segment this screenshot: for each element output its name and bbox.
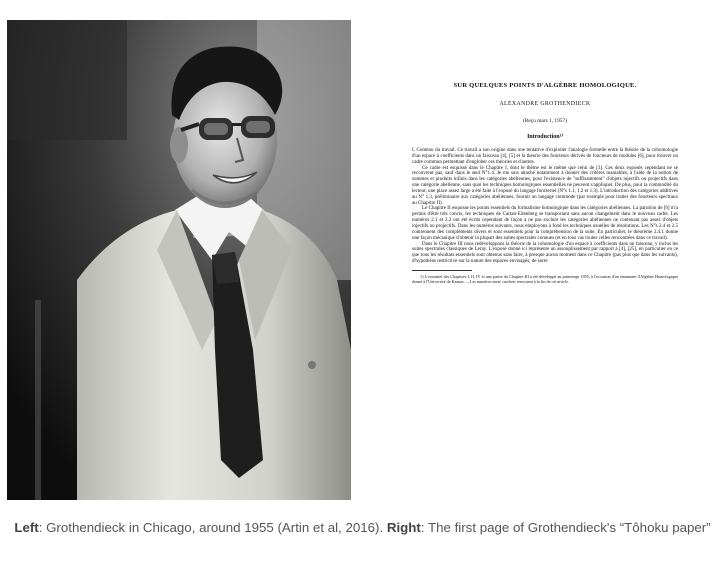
paper-paragraph: Dans le Chapitre III nous redéveloppons la théorie de la cohomologie d'un espace à coefficients dans un faisceau, y inclus les suites spectrales classiques de Leray. L'exposé donné ici représente un assouplissement par rapport à [4], [25], en particulier en ce que tous les résultats essentiels sont obtenus sans faire, à presque aucun moment dans ce Chapitre (pas plus que dans les suivants), d'hypothèse restrictive sur la nature des espaces envisagés; de sorte <box>412 240 678 265</box>
caption-left-label: Left <box>14 520 39 535</box>
paper-paragraph: Le Chapitre II esquisse les points essentiels du formalisme homologique dans les catégories abéliennes. La parution de [6] m'a permis d'être très concis, les techniques de Cartan-Eilenberg se transportant sans aucun changement dans le nouveau cadre. Les numéros 2.1 et 2.2 ont été écrits cependant de façon à ne pas exclure les catégories abéliennes ne contenant pas assez d'objets injectifs ou projectifs. Dans les numéros suivants, nous employons à fond les techniques usuelles de résolutions. Les N°s 2.4 et 2.5 contiennent des compléments divers et sont essentiels pour la compréhension de la suite. En particulier, le théorème 2.4.1 donne une façon mécanique d'obtenir la plupart des suites spectrales connues (et en tous cas toutes celles rencontrées dans ce travail). <box>412 205 678 241</box>
paper-paragraph: Ce cadre est esquissé dans le Chapitre I, dont le thème est le même que celui de [3]. Ces deux exposés cependant ne se recouvrent pas, sauf dans le seul N°1.4. Je me suis attaché notamment à donner des critères maniables, à l'aide de la notion de sommes et produits infinis dans les catégories abéliennes, pour l'existence de "suffisamment" d'objets injectifs ou projectifs dans une catégorie abélienne, sans quoi les techniques homologiques essentielles ne peuvent s'appliquer. De plus, pour la commodité du lecteur, une place assez large a été faite à l'exposé du langage foncteriel (N°s 1.1, 1.2 et 1.3). L'introduction des catégories additives au N° 1.3, préliminaire aux catégories abéliennes, fournit un langage commode (par exemple pour traiter des foncteurs spectraux au Chapitre II). <box>412 164 678 206</box>
caption-right-text: : The first page of Grothendieck's “Tôhoku paper” <box>420 520 711 535</box>
paper-introduction-heading: Introduction¹⁾ <box>527 134 563 140</box>
paper-body <box>412 148 678 265</box>
paper-content <box>412 82 678 284</box>
grothendieck-photo <box>7 20 351 500</box>
tohoku-paper-page <box>356 20 718 500</box>
paper-title: SUR QUELQUES POINTS D'ALGÈBRE HOMOLOGIQUE. <box>453 82 637 89</box>
footnote-divider <box>412 270 472 271</box>
portrait-image <box>7 20 351 500</box>
caption-right-label: Right <box>386 520 421 535</box>
paper-paragraph: I. Contenu du travail. Ce travail a son origine dans une tentative d'exploiter l'analogie formelle entre la théorie de la cohomologie d'un espace à coefficients dans un faisceau [4], [5] et la théorie des foncteurs dérivés de foncteurs de modules [6], pour trouver un cadre commun permettant d'englober ces théories et d'autres. <box>412 147 678 165</box>
paper-received-date: (Reçu mars 1, 1957) <box>522 118 567 124</box>
figure-caption <box>0 518 725 538</box>
caption-left-text: : Grothendieck in Chicago, around 1955 (Artin et al, 2016). <box>38 520 387 535</box>
paper-footnote: 1) L'essentiel des Chapitres I, II, IV et une partie du Chapitre III a été développé au printemps 1955, à l'occasion d'un séminaire d'Algèbre Homologique donné à l'Université de Kansas. —Les numéros entre crochets renvoient à la fin de cet article. <box>412 273 678 284</box>
paper-author: ALEXANDRE GROTHENDIECK <box>499 101 591 107</box>
